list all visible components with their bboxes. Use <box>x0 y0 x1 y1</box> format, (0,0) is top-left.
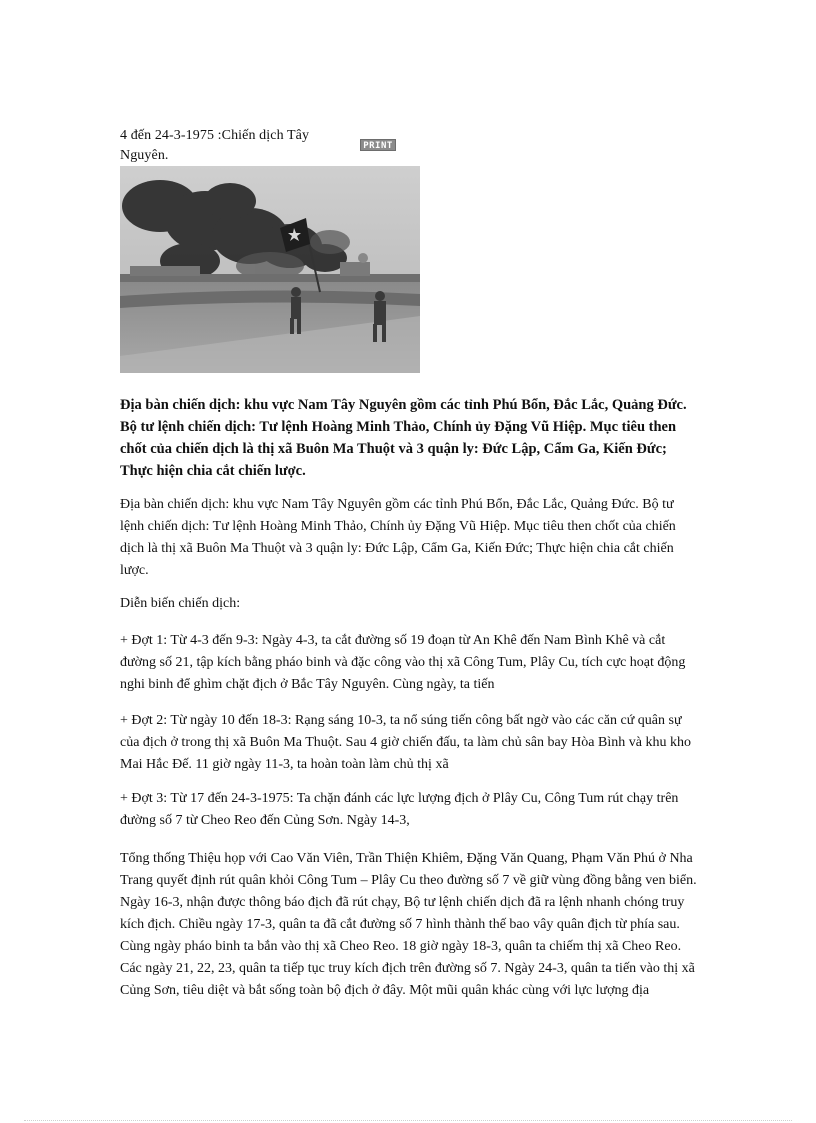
war-photo <box>120 166 420 373</box>
phase-2-paragraph: + Đợt 2: Từ ngày 10 đến 18-3: Rạng sáng 10-3, ta nổ súng tiến công bất ngờ vào các căn cứ quân sự của địch ở trong thị xã Buôn Ma Thuột. Sau 4 giờ chiến đấu, ta làm chủ sân bay Hòa Bình và khu kho Mai Hắc Đế. 11 giờ ngày 11-3, ta hoàn toàn làm chủ thị xã <box>120 713 691 772</box>
phase-3-paragraph: + Đợt 3: Từ 17 đến 24-3-1975: Ta chặn đánh các lực lượng địch ở Plây Cu, Công Tum rút chạy trên đường số 7 từ Cheo Reo đến Củng Sơn. Ngày 14-3, <box>120 791 679 828</box>
progress-heading: Diễn biến chiến dịch: <box>120 596 241 611</box>
page-title: 4 đến 24-3-1975 :Chiến dịch Tây Nguyên. <box>120 128 310 163</box>
summary-bold-paragraph: Địa bàn chiến dịch: khu vực Nam Tây Nguyên gồm các tỉnh Phú Bổn, Đắc Lắc, Quảng Đức. Bộ tư lệnh chiến dịch: Tư lệnh Hoàng Minh Thảo, Chính ủy Đặng Vũ Hiệp. Mục tiêu then chốt của chiến dịch là thị xã Buôn Ma Thuột và 3 quận ly: Đức Lập, Cẩm Ga, Kiến Đức; Thực hiện chia cắt chiến lược. <box>120 397 687 479</box>
page-divider <box>24 1120 792 1121</box>
phase-1-paragraph: + Đợt 1: Từ 4-3 đến 9-3: Ngày 4-3, ta cắt đường số 19 đoạn từ An Khê đến Nam Bình Khê và cắt đường số 21, tập kích bằng pháo binh và đặc công vào thị xã Công Tum, Plây Cu, tích cực hoạt động nghi binh để ghìm chặt địch ở Bắc Tây Nguyên. Cùng ngày, ta tiến <box>120 633 686 692</box>
summary-paragraph: Địa bàn chiến dịch: khu vực Nam Tây Nguyên gồm các tỉnh Phú Bổn, Đắc Lắc, Quảng Đức. Bộ tư lệnh chiến dịch: Tư lệnh Hoàng Minh Thảo, Chính ủy Đặng Vũ Hiệp. Mục tiêu then chốt của chiến dịch là thị xã Buôn Ma Thuột và 3 quận ly: Đức Lập, Cẩm Ga, Kiến Đức; Thực hiện chia cắt chiến lược. <box>120 497 676 578</box>
print-button[interactable]: PRINT <box>360 139 396 151</box>
phase-3-detail-paragraph: Tổng thống Thiệu họp với Cao Văn Viên, Trần Thiện Khiêm, Đặng Văn Quang, Phạm Văn Phú ở Nha Trang quyết định rút quân khỏi Công Tum – Plây Cu theo đường số 7 về giữ vùng đồng bằng ven biển. Ngày 16-3, nhận được thông báo địch đã rút chạy, Bộ tư lệnh chiến dịch đã ra lệnh nhanh chóng truy kích địch. Chiều ngày 17-3, quân ta đã cắt đường số 7 hình thành thế bao vây quân địch từ phía sau. Cùng ngày pháo binh ta bắn vào thị xã Cheo Reo. 18 giờ ngày 18-3, quân ta chiếm thị xã Cheo Reo. Các ngày 21, 22, 23, quân ta tiếp tục truy kích địch trên đường số 7. Ngày 24-3, quân ta tiến vào thị xã Củng Sơn, tiêu diệt và bắt sống toàn bộ địch ở đây. Một mũi quân khác cùng với lực lượng địa <box>120 851 697 998</box>
